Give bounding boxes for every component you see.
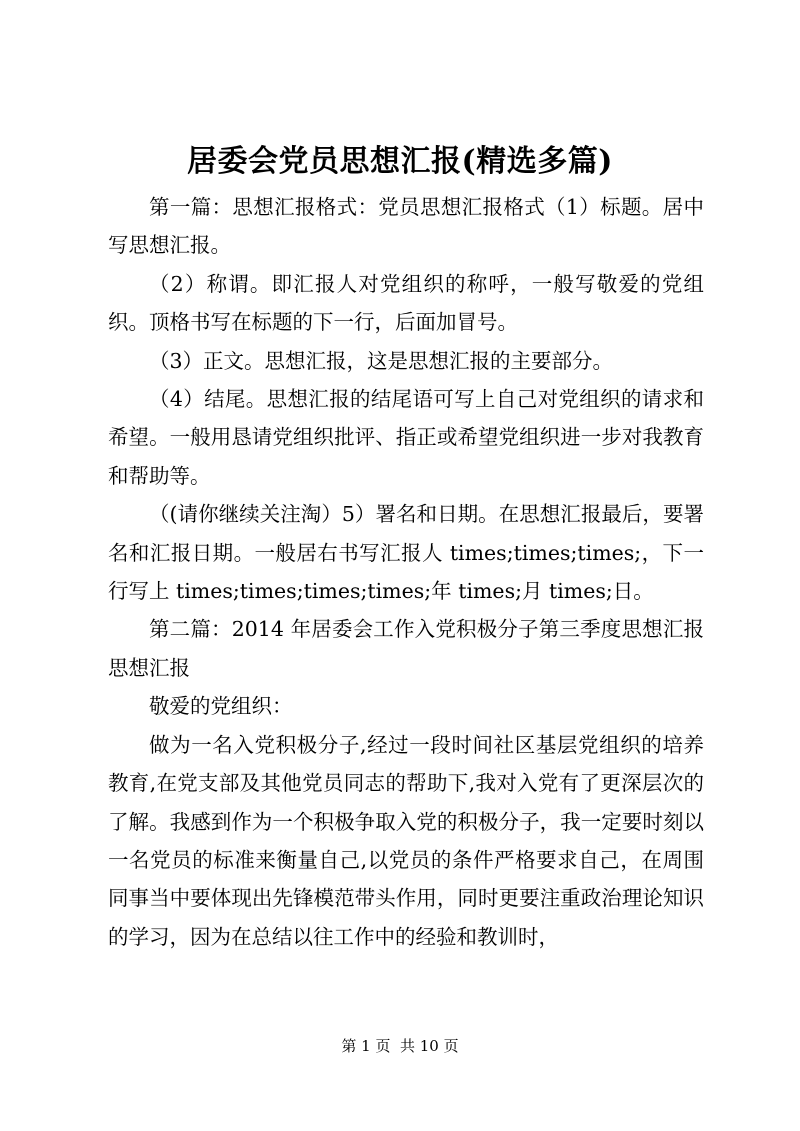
page-number-label: 第 1 页 共 10 页 [341, 1037, 459, 1055]
paragraph: （2）称谓。即汇报人对党组织的称呼，一般写敬爱的党组织。顶格书写在标题的下一行，后面加冒号。 [108, 271, 704, 335]
paragraph: 第二篇：2014 年居委会工作入党积极分子第三季度思想汇报思想汇报 [108, 617, 704, 680]
paragraph: 做为一名入党积极分子,经过一段时间社区基层党组织的培养教育,在党支部及其他党员同志的帮助下,我对入党有了更深层次的了解。我感到作为一个积极争取入党的积极分子，我一定要时刻以一名党员的标准来衡量自己,以党员的条件严格要求自己，在周围同事当中要体现出先锋模范带头作用，同时更要注重政治理论知识的学习，因为在总结以往工作中的经验和教训时， [108, 732, 704, 949]
document-body [108, 188, 704, 956]
paragraph: （(请你继续关注淘）5）署名和日期。在思想汇报最后，要署名和汇报日期。一般居右书写汇报人 times;times;times;，下一行写上 times;times;times;times;年 times;月 times;日。 [108, 502, 704, 604]
paragraph: （3）正文。思想汇报，这是思想汇报的主要部分。 [149, 348, 614, 373]
document-title: 居委会党员思想汇报(精选多篇) [187, 144, 613, 179]
paragraph: 第一篇：思想汇报格式：党员思想汇报格式（1）标题。居中写思想汇报。 [108, 195, 704, 258]
page-footer [0, 1036, 800, 1056]
paragraph: （4）结尾。思想汇报的结尾语可写上自己对党组织的请求和希望。一般用恳请党组织批评、指正或希望党组织进一步对我教育和帮助等。 [108, 387, 704, 488]
paragraph: 敬爱的党组织： [149, 694, 293, 719]
